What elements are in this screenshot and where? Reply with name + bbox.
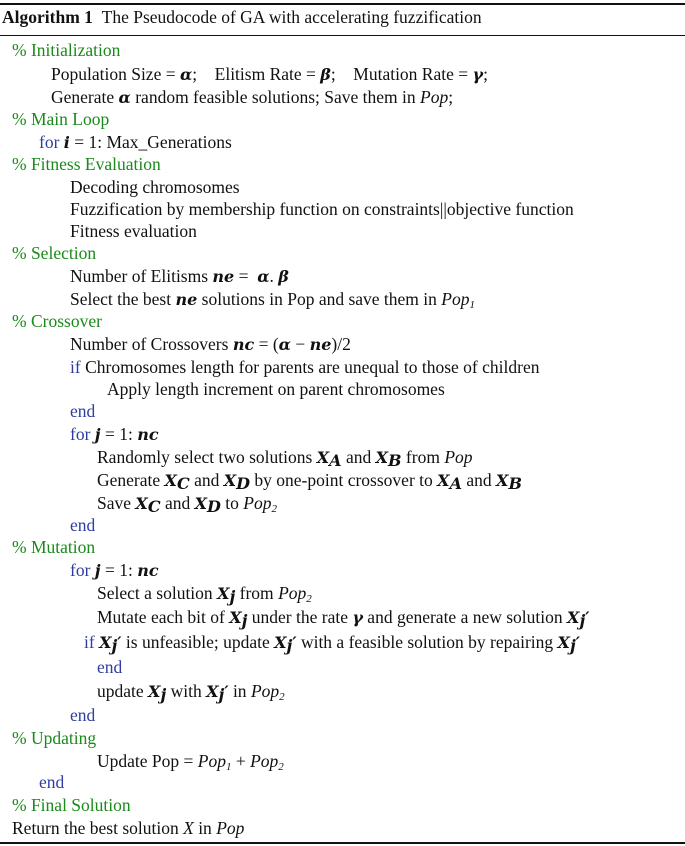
line-generate-children: Generate $X_C$ and $X_D$ by one-point crossover to $X_A$ and $X_B$ [97,470,522,493]
line-elitisms: Number of Elitisms ne = α. β [70,266,289,286]
line-end-for-crossover: end [70,515,96,535]
line-end-main-loop: end [39,772,65,792]
algorithm-label: Algorithm 1 [2,7,93,27]
line-if-unfeasible: if $X_j'$ is unfeasible; update $X_j'$ with a feasible solution by repairing $X_j'$ [84,632,580,655]
comment-updating: % Updating [12,728,97,748]
comment-initialization: % Initialization [12,40,121,60]
line-fuzzification: Fuzzification by membership function on constraints||objective function [70,199,574,219]
line-for-generations: for i = 1: Max_Generations [39,132,232,152]
line-decoding: Decoding chromosomes [70,177,240,197]
line-select-best: Select the best ne solutions in Pop and save them in Pop$_1$ [70,289,475,311]
line-random-select: Randomly select two solutions $X_A$ and $X_B$ from Pop [97,447,473,470]
algorithm-caption: The Pseudocode of GA with accelerating fuzzification [101,7,482,27]
line-mutate-bits: Mutate each bit of $X_j$ under the rate γ and generate a new solution $X_j'$ [97,607,590,630]
bottom-rule [0,842,685,844]
line-for-mutation: for j = 1: nc [70,560,159,580]
line-select-solution: Select a solution $X_j$ from Pop$_2$ [97,583,312,606]
line-end-if: end [70,401,96,421]
line-for-crossover: for j = 1: nc [70,424,159,444]
comment-final-solution: % Final Solution [12,795,131,815]
line-end-if-unfeasible: end [97,657,123,677]
algorithm-title [2,7,482,28]
line-length-increment: Apply length increment on parent chromosomes [107,379,445,399]
line-return: Return the best solution X in Pop [12,818,245,838]
comment-mutation: % Mutation [12,537,96,557]
comment-fitness-evaluation: % Fitness Evaluation [12,154,161,174]
line-generate: Generate α random feasible solutions; Save them in Pop; [51,87,454,107]
top-rule [0,3,685,5]
comment-selection: % Selection [12,243,97,263]
line-parameters: Population Size = α; Elitism Rate = β; Mutation Rate = γ; [51,64,488,84]
line-update-pop: Update Pop = Pop$_1$ + Pop$_2$ [97,751,284,773]
header-rule [0,35,685,36]
line-update-xj: update $X_j$ with $X_j'$ in Pop$_2$ [97,681,285,704]
comment-main-loop: % Main Loop [12,109,110,129]
line-if-length: if Chromosomes length for parents are unequal to those of children [70,357,540,377]
line-end-for-mutation: end [70,705,96,725]
line-save-children: Save $X_C$ and $X_D$ to Pop$_2$ [97,493,277,516]
line-fitness: Fitness evaluation [70,221,197,241]
comment-crossover: % Crossover [12,311,102,331]
line-crossovers-count: Number of Crossovers nc = (α − ne)/2 [70,334,351,354]
